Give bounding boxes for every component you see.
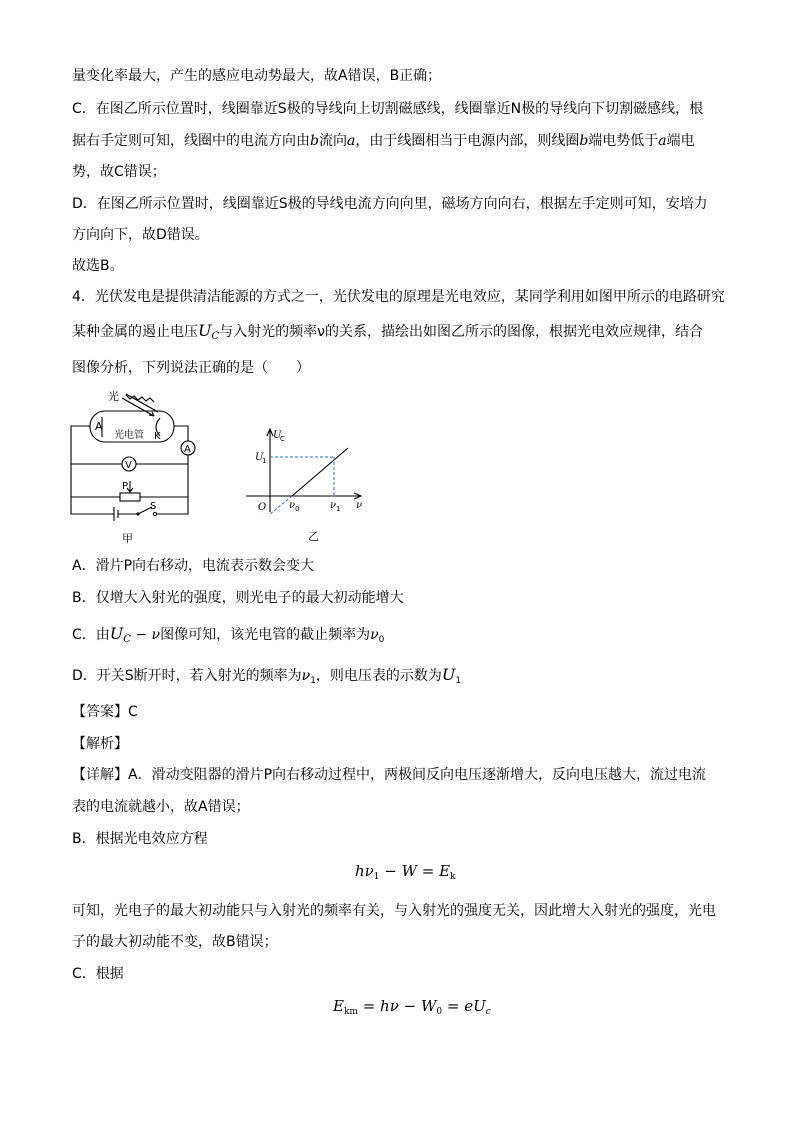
explanation-line: 子的最大初动能不变，故B错误； bbox=[72, 934, 278, 950]
text-line: D．在图乙所示位置时，线圈靠近S极的导线电流方向向里，磁场方向向右，根据左手定则可知，安培力 bbox=[72, 196, 708, 212]
explanation-line: 【详解】A．滑动变阻器的滑片P向右移动过程中，两极间反向电压逐渐增大，反向电压越大，流过电流 bbox=[72, 767, 707, 783]
text-line: 量变化率最大，产生的感应电动势最大，故A错误，B正确； bbox=[72, 68, 442, 84]
svg-text:P: P bbox=[122, 481, 129, 492]
text-line: 故选B。 bbox=[72, 258, 124, 274]
question-stem: 图像分析，下列说法正确的是（ ） bbox=[72, 360, 310, 376]
answer-label: 【答案】C bbox=[72, 704, 138, 720]
explanation-line: 表的电流就越小，故A错误； bbox=[72, 799, 250, 815]
svg-text:乙: 乙 bbox=[308, 530, 319, 543]
svg-text:ν: ν bbox=[289, 500, 296, 511]
question-stem: 4．光伏发电是提供清洁能源的方式之一，光伏发电的原理是光电效应，某同学利用如图甲所示的电路研究 bbox=[72, 289, 725, 305]
text-line: 方向向下，故D错误。 bbox=[72, 227, 209, 243]
stopping-voltage-equation: $E_{km} = h\nu - W_0 = eU_c$ bbox=[333, 997, 491, 1017]
svg-text:U: U bbox=[273, 430, 282, 441]
text-line: 势，故C错误； bbox=[72, 164, 166, 180]
svg-text:A: A bbox=[95, 420, 103, 433]
svg-text:V: V bbox=[125, 460, 132, 471]
svg-text:0: 0 bbox=[295, 505, 300, 513]
option-a: A．滑片P向右移动，电流表示数会变大 bbox=[72, 558, 315, 574]
question-stem: 某种金属的遏止电压$U_C$与入射光的频率ν的关系，描绘出如图乙所示的图像，根据光电效应规律，结合 bbox=[72, 321, 703, 342]
text-line: C．在图乙所示位置时，线圈靠近S极的导线向上切割磁感线，线圈靠近N极的导线向下切割磁感线，根 bbox=[72, 101, 704, 117]
svg-text:S: S bbox=[150, 501, 157, 512]
svg-text:1: 1 bbox=[262, 457, 267, 465]
svg-text:ν: ν bbox=[330, 500, 337, 511]
svg-text:O: O bbox=[258, 502, 267, 513]
photoelectric-equation: $h\nu_1 - W = E_k$ bbox=[355, 862, 456, 882]
analysis-label: 【解析】 bbox=[72, 736, 128, 752]
uc-nu-graph bbox=[240, 422, 372, 544]
svg-text:ν: ν bbox=[356, 500, 363, 511]
svg-text:C: C bbox=[280, 435, 285, 443]
option-b: B．仅增大入射光的强度，则光电子的最大初动能增大 bbox=[72, 590, 404, 606]
svg-text:甲: 甲 bbox=[122, 532, 133, 544]
circuit-diagram bbox=[66, 386, 214, 544]
explanation-line: B．根据光电效应方程 bbox=[72, 831, 208, 847]
text-line: 据右手定则可知，线圈中的电流方向由b流向a，由于线圈相当于电源内部，则线圈b端电势低于a端电 bbox=[72, 133, 695, 149]
svg-text:1: 1 bbox=[336, 505, 341, 513]
option-c: C．由$U_C - \nu$图像可知，该光电管的截止频率为$\nu_0$ bbox=[72, 624, 385, 645]
option-d: D．开关S断开时，若入射光的频率为$\nu_1$，则电压表的示数为$U_1$ bbox=[72, 665, 462, 686]
svg-text:K: K bbox=[154, 431, 161, 442]
svg-text:光电管: 光电管 bbox=[114, 430, 144, 441]
svg-text:U: U bbox=[255, 452, 264, 463]
explanation-line: C．根据 bbox=[72, 966, 124, 982]
svg-text:光: 光 bbox=[108, 390, 119, 403]
explanation-line: 可知，光电子的最大初动能只与入射光的频率有关，与入射光的强度无关，因此增大入射光的强度，光电 bbox=[72, 903, 716, 919]
svg-text:A: A bbox=[184, 444, 191, 455]
